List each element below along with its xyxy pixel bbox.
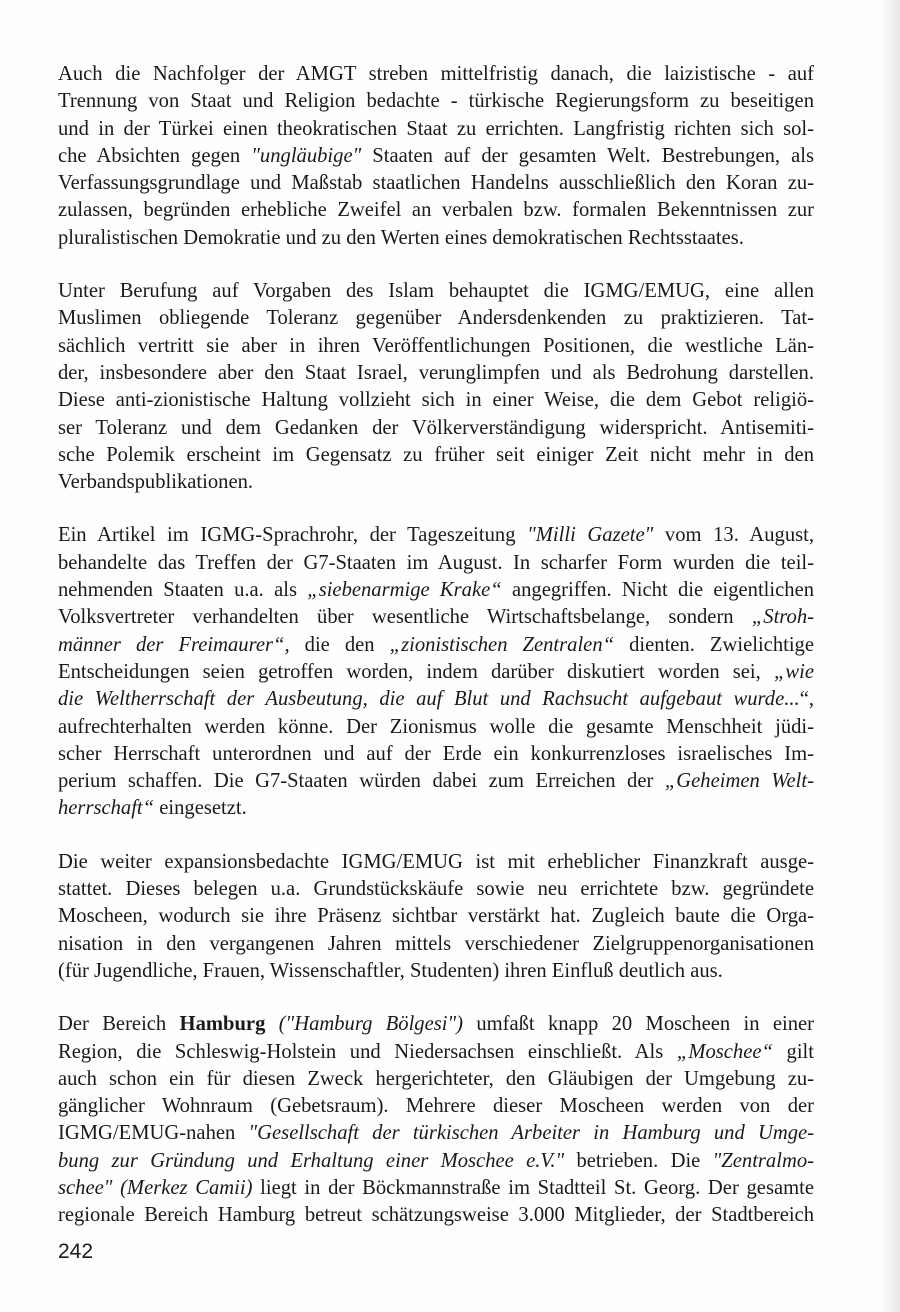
text-line <box>58 387 814 414</box>
text-line <box>58 1039 814 1066</box>
text-run: liegt in der Böckmannstraße im Stadtteil St. Georg. Der gesamte <box>252 1176 814 1199</box>
text-run: betrieben. Die <box>564 1149 713 1172</box>
italic-run: "Zentralmo- <box>712 1149 814 1172</box>
text-run: sächlich vertritt sie aber in ihren Veröffentlichungen Positionen, die westliche Län- <box>58 334 814 357</box>
text-run: die den <box>289 633 390 656</box>
text-line <box>58 876 814 903</box>
text-run: Volksvertreter verhandelten über wesentliche Wirtschaftsbelange, sondern <box>58 606 752 629</box>
italic-run: „wie <box>773 660 814 683</box>
italic-run: „siebenarmige Krake“ <box>307 579 502 602</box>
text-run: und in der Türkei einen theokratischen Staat zu errichten. Langfristig richten sich sol- <box>58 117 814 140</box>
text-run: angegriffen. Nicht die eigentlichen <box>501 579 815 602</box>
text-run: behandelte das Treffen der G7-Staaten im August. In scharfer Form wurden die teil- <box>58 551 814 574</box>
text-run: gilt <box>772 1040 814 1063</box>
text-run: vom 13. August, <box>653 524 815 547</box>
text-run: eingesetzt. <box>154 797 247 820</box>
text-line <box>58 469 814 496</box>
text-line <box>58 931 814 958</box>
text-run: che Absichten gegen <box>58 144 252 167</box>
text-line <box>58 1093 814 1120</box>
text-run: Verbandspublikationen. <box>58 471 254 494</box>
text-run: (für Jugendliche, Frauen, Wissenschaftler, Studenten) ihren Einfluß deutlich aus. <box>58 959 723 982</box>
text-line <box>58 550 814 577</box>
text-line <box>58 442 814 469</box>
text-line <box>58 1148 814 1175</box>
page-number: 242 <box>58 1240 94 1263</box>
text-run: perium schaffen. Die G7-Staaten würden dabei zum Erreichen der <box>58 770 665 793</box>
italic-run: die Weltherrschaft der Ausbeutung, die auf Blut und Rachsucht aufgebaut wurde... <box>58 688 800 711</box>
text-line <box>58 768 814 795</box>
italic-run: "Gesellschaft der türkischen Arbeiter in Hamburg und Umge- <box>248 1122 814 1145</box>
text-run: gänglicher Wohnraum (Gebetsraum). Mehrere dieser Moscheen werden von der <box>58 1095 814 1118</box>
text-run: auch schon ein für diesen Zweck hergerichteter, den Gläubigen der Umgebung zu- <box>58 1067 814 1090</box>
text-line <box>58 686 814 713</box>
text-run: dienten. Zwielichtige <box>614 633 814 656</box>
text-run: scher Herrschaft unterordnen und auf der Erde ein konkurrenzloses israelisches Im- <box>58 742 814 765</box>
italic-run: "ungläubige" <box>251 144 362 167</box>
text-line <box>58 225 814 252</box>
text-line <box>58 61 814 88</box>
paragraph <box>58 61 814 252</box>
italic-run: „Stroh- <box>751 606 814 629</box>
text-run: Trennung von Staat und Religion bedachte - türkische Regierungsform zu beseitigen <box>58 90 814 113</box>
italic-run: „Moschee“ <box>676 1040 773 1063</box>
paragraph <box>58 1011 814 1229</box>
text-line <box>58 522 814 549</box>
text-line <box>58 1011 814 1038</box>
text-run: Entscheidungen seien getroffen worden, indem darüber diskutiert worden sei, <box>58 660 774 683</box>
text-run: Staaten auf der gesamten Welt. Bestrebungen, als <box>361 144 815 167</box>
italic-run: "Milli Gazete" <box>527 524 654 547</box>
text-line <box>58 741 814 768</box>
text-run: Der Bereich <box>58 1013 180 1036</box>
text-line <box>58 1175 814 1202</box>
text-run: nisation in den vergangenen Jahren mittels verschiedener Zielgruppenorganisationen <box>58 932 814 955</box>
italic-run: ("Hamburg Bölgesi") <box>278 1013 463 1036</box>
italic-run: „Geheimen Welt- <box>664 770 814 793</box>
text-run: Verfassungsgrundlage und Maßstab staatlichen Handelns ausschließlich den Koran zu- <box>58 172 814 195</box>
paragraph <box>58 522 814 822</box>
text-run: sche Polemik erscheint im Gegensatz zu früher seit einiger Zeit nicht mehr in den <box>58 443 814 466</box>
paragraph <box>58 278 814 496</box>
paragraph <box>58 849 814 985</box>
text-run: Region, die Schleswig-Holstein und Niedersachsen einschließt. Als <box>58 1040 677 1063</box>
text-run: ser Toleranz und dem Gedanken der Völkerverständigung widerspricht. Antisemiti- <box>58 416 814 439</box>
text-line <box>58 197 814 224</box>
italic-run: „zionistischen Zentralen“ <box>389 633 615 656</box>
bold-run: Hamburg <box>179 1013 266 1036</box>
italic-run: bung zur Gründung und Erhaltung einer Moschee e.V." <box>58 1149 565 1172</box>
text-line <box>58 360 814 387</box>
text-run: regionale Bereich Hamburg betreut schätzungsweise 3.000 Mitglieder, der Stadtbereich <box>58 1204 814 1227</box>
text-line <box>58 632 814 659</box>
text-run: Diese anti-zionistische Haltung vollzieht sich in einer Weise, die dem Gebot religiö- <box>58 389 814 412</box>
text-run: Ein Artikel im IGMG-Sprachrohr, der Tageszeitung <box>58 524 528 547</box>
text-line <box>58 278 814 305</box>
italic-run: herrschaft“ <box>58 797 155 820</box>
text-line <box>58 577 814 604</box>
text-run: Muslimen obliegende Toleranz gegenüber Andersdenkenden zu praktizieren. Tat- <box>58 307 814 330</box>
text-run: IGMG/EMUG-nahen <box>58 1122 249 1145</box>
text-run: “, <box>799 688 814 711</box>
body-text <box>58 61 814 1256</box>
text-run: Unter Berufung auf Vorgaben des Islam behauptet die IGMG/EMUG, eine allen <box>58 280 814 303</box>
text-line <box>58 659 814 686</box>
text-line <box>58 714 814 741</box>
text-line <box>58 1120 814 1147</box>
text-run: der, insbesondere aber den Staat Israel, verunglimpfen und als Bedrohung darstellen. <box>58 361 814 384</box>
text-run: nehmenden Staaten u.a. als <box>58 579 308 602</box>
text-line <box>58 415 814 442</box>
italic-run: schee" (Merkez Camii) <box>58 1176 253 1199</box>
text-line <box>58 170 814 197</box>
text-line <box>58 116 814 143</box>
text-line <box>58 849 814 876</box>
text-run <box>265 1013 278 1035</box>
text-line <box>58 903 814 930</box>
text-line <box>58 143 814 170</box>
text-line <box>58 604 814 631</box>
text-line <box>58 958 814 985</box>
page-edge-shadow <box>878 0 900 1312</box>
text-run: aufrechterhalten werden könne. Der Zionismus wolle die gesamte Menschheit jüdi- <box>58 715 814 738</box>
text-run: Moscheen, wodurch sie ihre Präsenz sichtbar verstärkt hat. Zugleich baute die Orga- <box>58 905 814 928</box>
text-run: Auch die Nachfolger der AMGT streben mittelfristig danach, die laizistische - auf <box>58 63 814 85</box>
text-line <box>58 1066 814 1093</box>
text-run: Die weiter expansionsbedachte IGMG/EMUG ist mit erheblicher Finanzkraft ausge- <box>58 850 814 873</box>
text-line <box>58 333 814 360</box>
text-run: umfaßt knapp 20 Moscheen in einer <box>463 1013 814 1036</box>
text-run: pluralistischen Demokratie und zu den Werten eines demokratischen Rechtsstaates. <box>58 226 744 249</box>
text-line <box>58 795 814 822</box>
text-run: stattet. Dieses belegen u.a. Grundstückskäufe sowie neu errichtete bzw. gegründete <box>58 878 814 901</box>
text-line <box>58 1202 814 1229</box>
text-line <box>58 88 814 115</box>
italic-run: männer der Freimaurer“, <box>58 633 290 656</box>
text-line <box>58 305 814 332</box>
text-run: zulassen, begründen erhebliche Zweifel an verbalen bzw. formalen Bekenntnissen zur <box>58 199 814 222</box>
